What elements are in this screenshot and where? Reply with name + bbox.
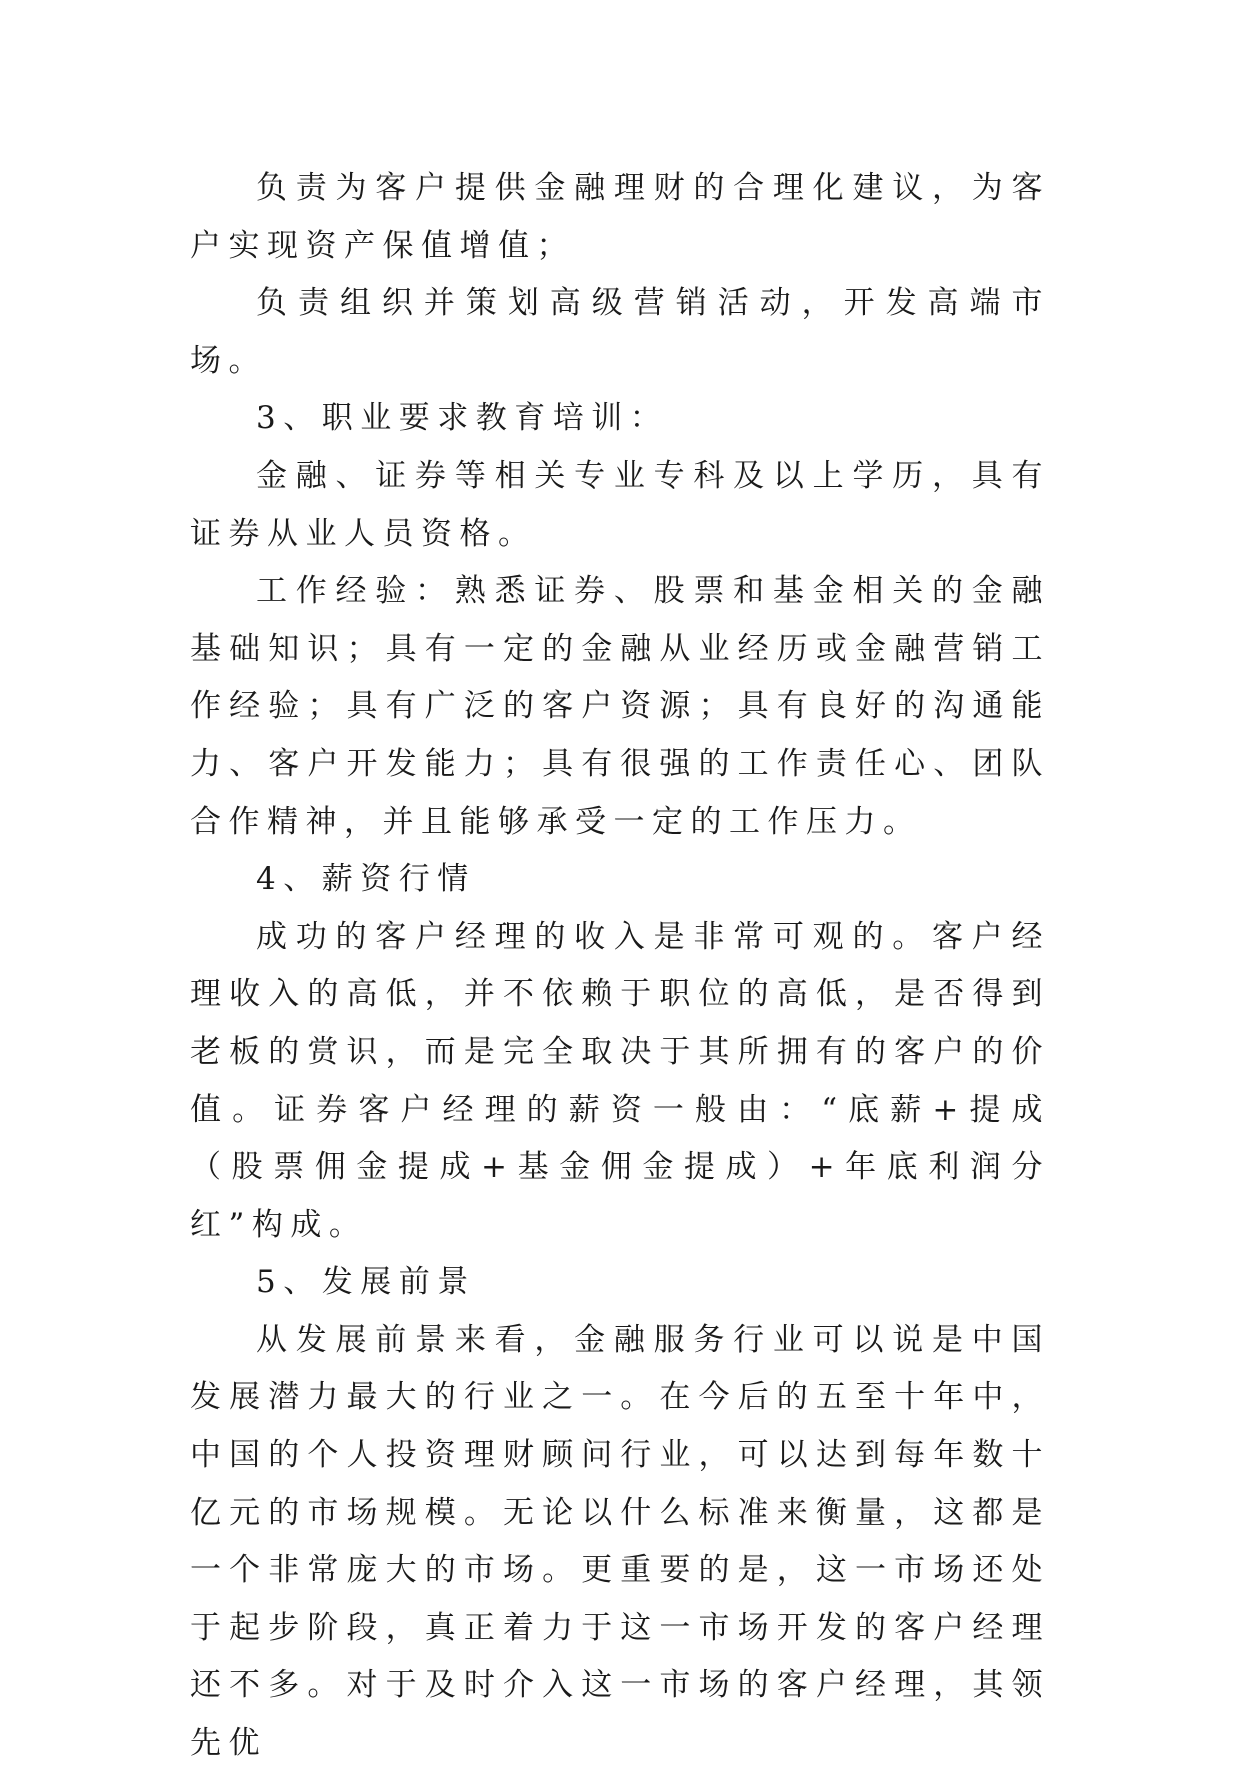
paragraph-education: 金融、证券等相关专业专科及以上学历，具有证券从业人员资格。 [190,457,1050,552]
paragraph-marketing-duty: 负责组织并策划高级营销活动，开发高端市场。 [190,285,1050,379]
section-heading-prospects: 5、发展前景 [256,1264,476,1301]
section-heading-salary: 4、薪资行情 [256,861,476,898]
document-body [190,160,1050,1773]
paragraph-experience: 工作经验：熟悉证券、股票和基金相关的金融基础知识；具有一定的金融从业经历或金融营销工作经验；具有广泛的客户资源；具有良好的沟通能力、客户开发能力；具有很强的工作责任心、团队合作精神，并且能够承受一定的工作压力。 [190,573,1050,840]
paragraph-prospects: 从发展前景来看，金融服务行业可以说是中国发展潜力最大的行业之一。在今后的五至十年中，中国的个人投资理财顾问行业，可以达到每年数十亿元的市场规模。无论以什么标准来衡量，这都是一个非常庞大的市场。更重要的是，这一市场还处于起步阶段，真正着力于这一市场开发的客户经理还不多。对于及时介入这一市场的客户经理，其领先优 [190,1321,1050,1762]
paragraph-salary: 成功的客户经理的收入是非常可观的。客户经理收入的高低，并不依赖于职位的高低，是否得到老板的赏识，而是完全取决于其所拥有的客户的价值。证券客户经理的薪资一般由：“底薪+提成（股票佣金提成+基金佣金提成）+年底利润分红”构成。 [190,918,1050,1243]
section-heading-requirements: 3、职业要求教育培训： [256,400,669,437]
paragraph-advisory-duty: 负责为客户提供金融理财的合理化建议，为客户实现资产保值增值； [190,170,1050,264]
